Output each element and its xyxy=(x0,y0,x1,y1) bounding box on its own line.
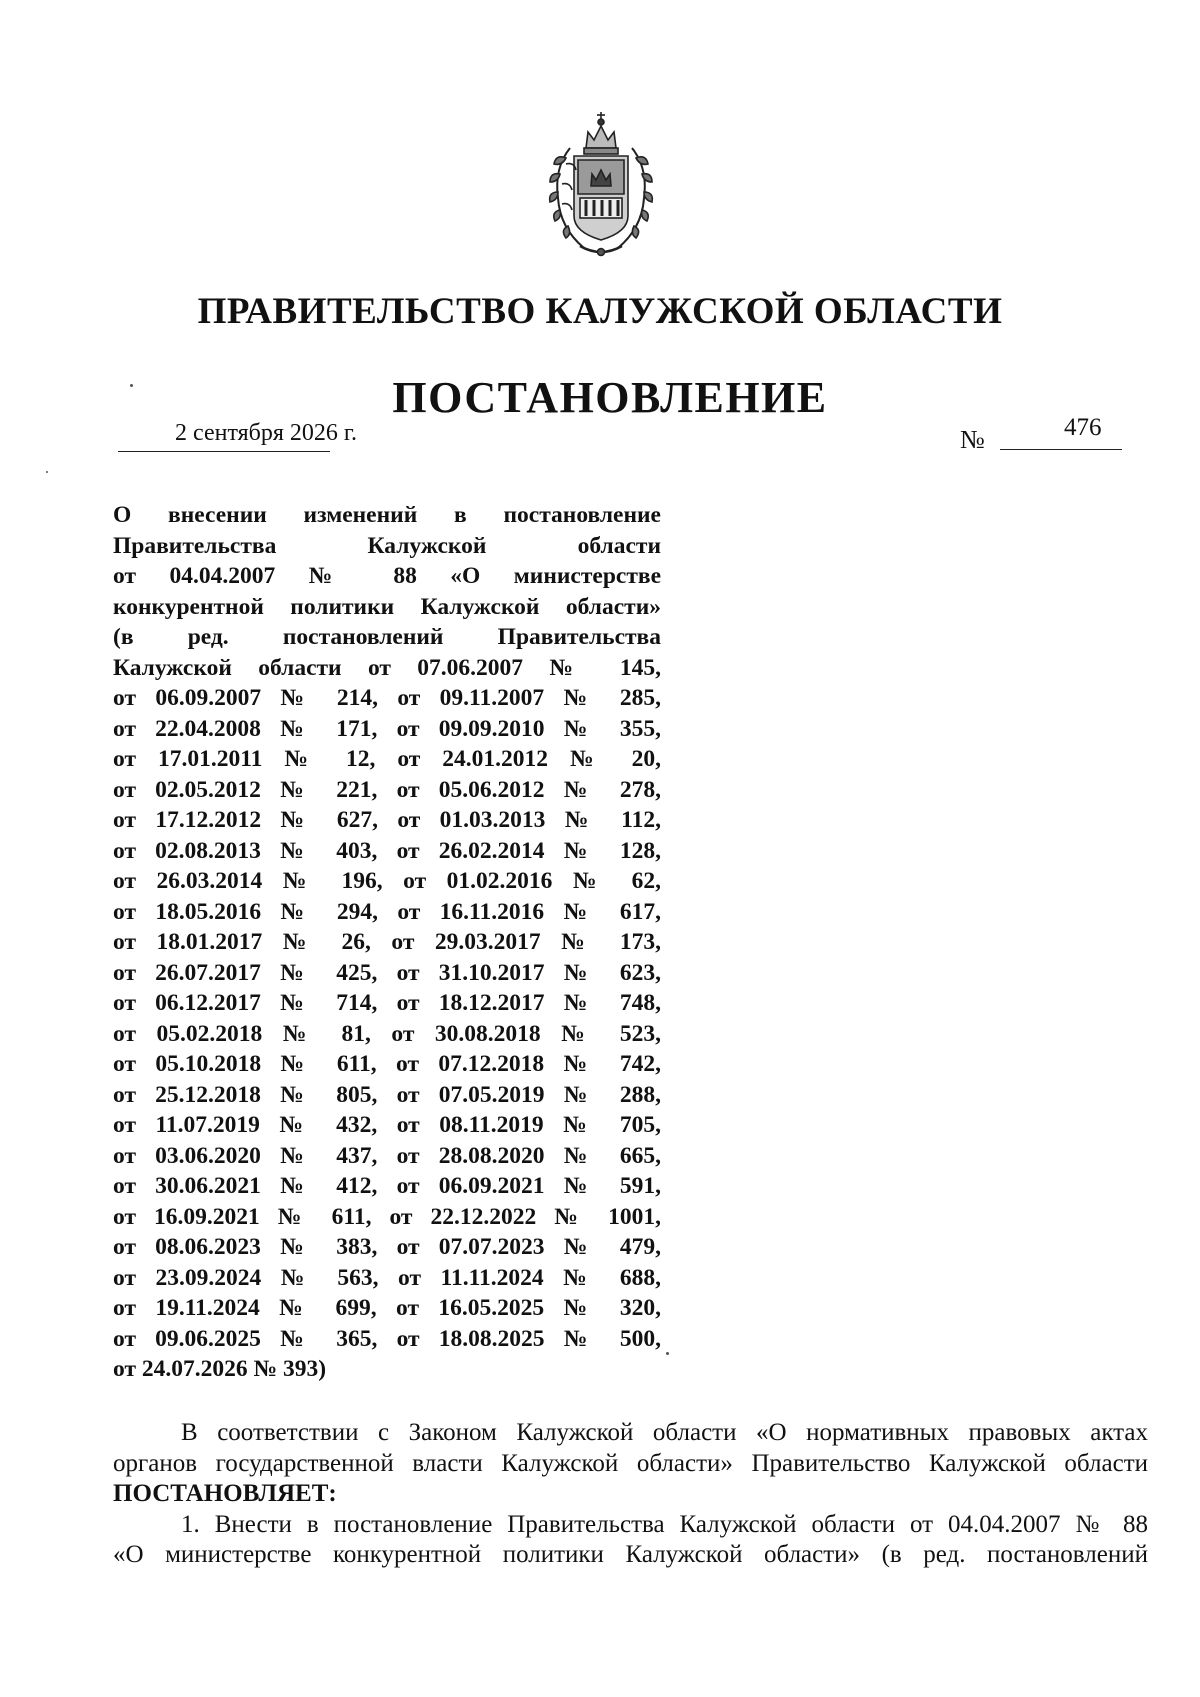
subject-line: от 30.06.2021 № 412, от 06.09.2021 № 591, xyxy=(113,1173,661,1199)
scan-speck xyxy=(46,471,48,473)
subject-line: от 05.10.2018 № 611, от 07.12.2018 № 742, xyxy=(113,1051,661,1077)
subject-line: от 05.02.2018 № 81, от 30.08.2018 № 523, xyxy=(113,1020,661,1047)
subject-line: Калужской области от 07.06.2007 № 145, xyxy=(113,654,661,681)
scan-speck xyxy=(130,384,133,387)
subject-line: от 26.03.2014 № 196, от 01.02.2016 № 62, xyxy=(113,868,661,894)
body-line: «О министерстве конкурентной политики Калужской области» (в ред. постановлений xyxy=(113,1541,1148,1568)
subject-line: Правительства Калужской области xyxy=(113,532,661,559)
subject-line: от 17.01.2011 № 12, от 24.01.2012 № 20, xyxy=(113,746,661,772)
subject-line: О внесении изменений в постановление xyxy=(113,502,661,528)
document-subject xyxy=(113,500,661,1385)
body-line: В соответствии с Законом Калужской области «О нормативных правовых актах xyxy=(181,1419,1148,1446)
subject-line: от 22.04.2008 № 171, от 09.09.2010 № 355, xyxy=(113,715,661,742)
organization-title: ПРАВИТЕЛЬСТВО КАЛУЖСКОЙ ОБЛАСТИ xyxy=(197,291,1003,332)
subject-line: от 16.09.2021 № 611, от 22.12.2022 № 1001, xyxy=(113,1203,661,1230)
subject-line: от 23.09.2024 № 563, от 11.11.2024 № 688, xyxy=(113,1264,661,1291)
subject-line: от 24.07.2026 № 393) xyxy=(113,1356,327,1382)
resolution-keyword: ПОСТАНОВЛЯЕТ: xyxy=(113,1480,337,1507)
subject-line: от 17.12.2012 № 627, от 01.03.2013 № 112, xyxy=(113,807,661,833)
subject-line: от 02.05.2012 № 221, от 05.06.2012 № 278, xyxy=(113,776,661,803)
subject-line: от 19.11.2024 № 699, от 16.05.2025 № 320, xyxy=(113,1295,661,1321)
subject-line: от 08.06.2023 № 383, от 07.07.2023 № 479, xyxy=(113,1234,661,1260)
scan-speck xyxy=(666,1352,669,1355)
subject-line: от 06.12.2017 № 714, от 18.12.2017 № 748, xyxy=(113,990,661,1016)
document-date: 2 сентября 2026 г. xyxy=(175,420,358,446)
subject-line: от 03.06.2020 № 437, от 28.08.2020 № 665, xyxy=(113,1142,661,1169)
subject-line: конкурентной политики Калужской области» xyxy=(113,593,661,620)
body-line: органов государственной власти Калужской области» Правительство Калужской области xyxy=(113,1449,1148,1477)
subject-line: (в ред. постановлений Правительства xyxy=(113,624,661,650)
subject-line: от 06.09.2007 № 214, от 09.11.2007 № 285, xyxy=(113,685,661,711)
document-number: 476 xyxy=(1064,414,1102,441)
subject-line: от 04.04.2007 № 88 «О министерстве xyxy=(113,563,661,589)
date-underline xyxy=(118,451,330,452)
subject-line: от 18.05.2016 № 294, от 16.11.2016 № 617, xyxy=(113,898,661,925)
subject-line: от 09.06.2025 № 365, от 18.08.2025 № 500, xyxy=(113,1325,661,1352)
coat-of-arms-emblem xyxy=(536,108,666,260)
document-body xyxy=(113,1418,1148,1571)
subject-line: от 02.08.2013 № 403, от 26.02.2014 № 128, xyxy=(113,837,661,864)
number-underline xyxy=(1000,449,1122,450)
number-sign: № xyxy=(960,425,985,454)
subject-line: от 11.07.2019 № 432, от 08.11.2019 № 705, xyxy=(113,1112,661,1138)
subject-line: от 18.01.2017 № 26, от 29.03.2017 № 173, xyxy=(113,929,661,955)
document-type-heading: ПОСТАНОВЛЕНИЕ xyxy=(392,373,828,422)
body-line: 1. Внести в постановление Правительства Калужской области от 04.04.2007 № 88 xyxy=(181,1510,1148,1538)
subject-line: от 25.12.2018 № 805, от 07.05.2019 № 288, xyxy=(113,1081,661,1108)
subject-line: от 26.07.2017 № 425, от 31.10.2017 № 623, xyxy=(113,959,661,986)
